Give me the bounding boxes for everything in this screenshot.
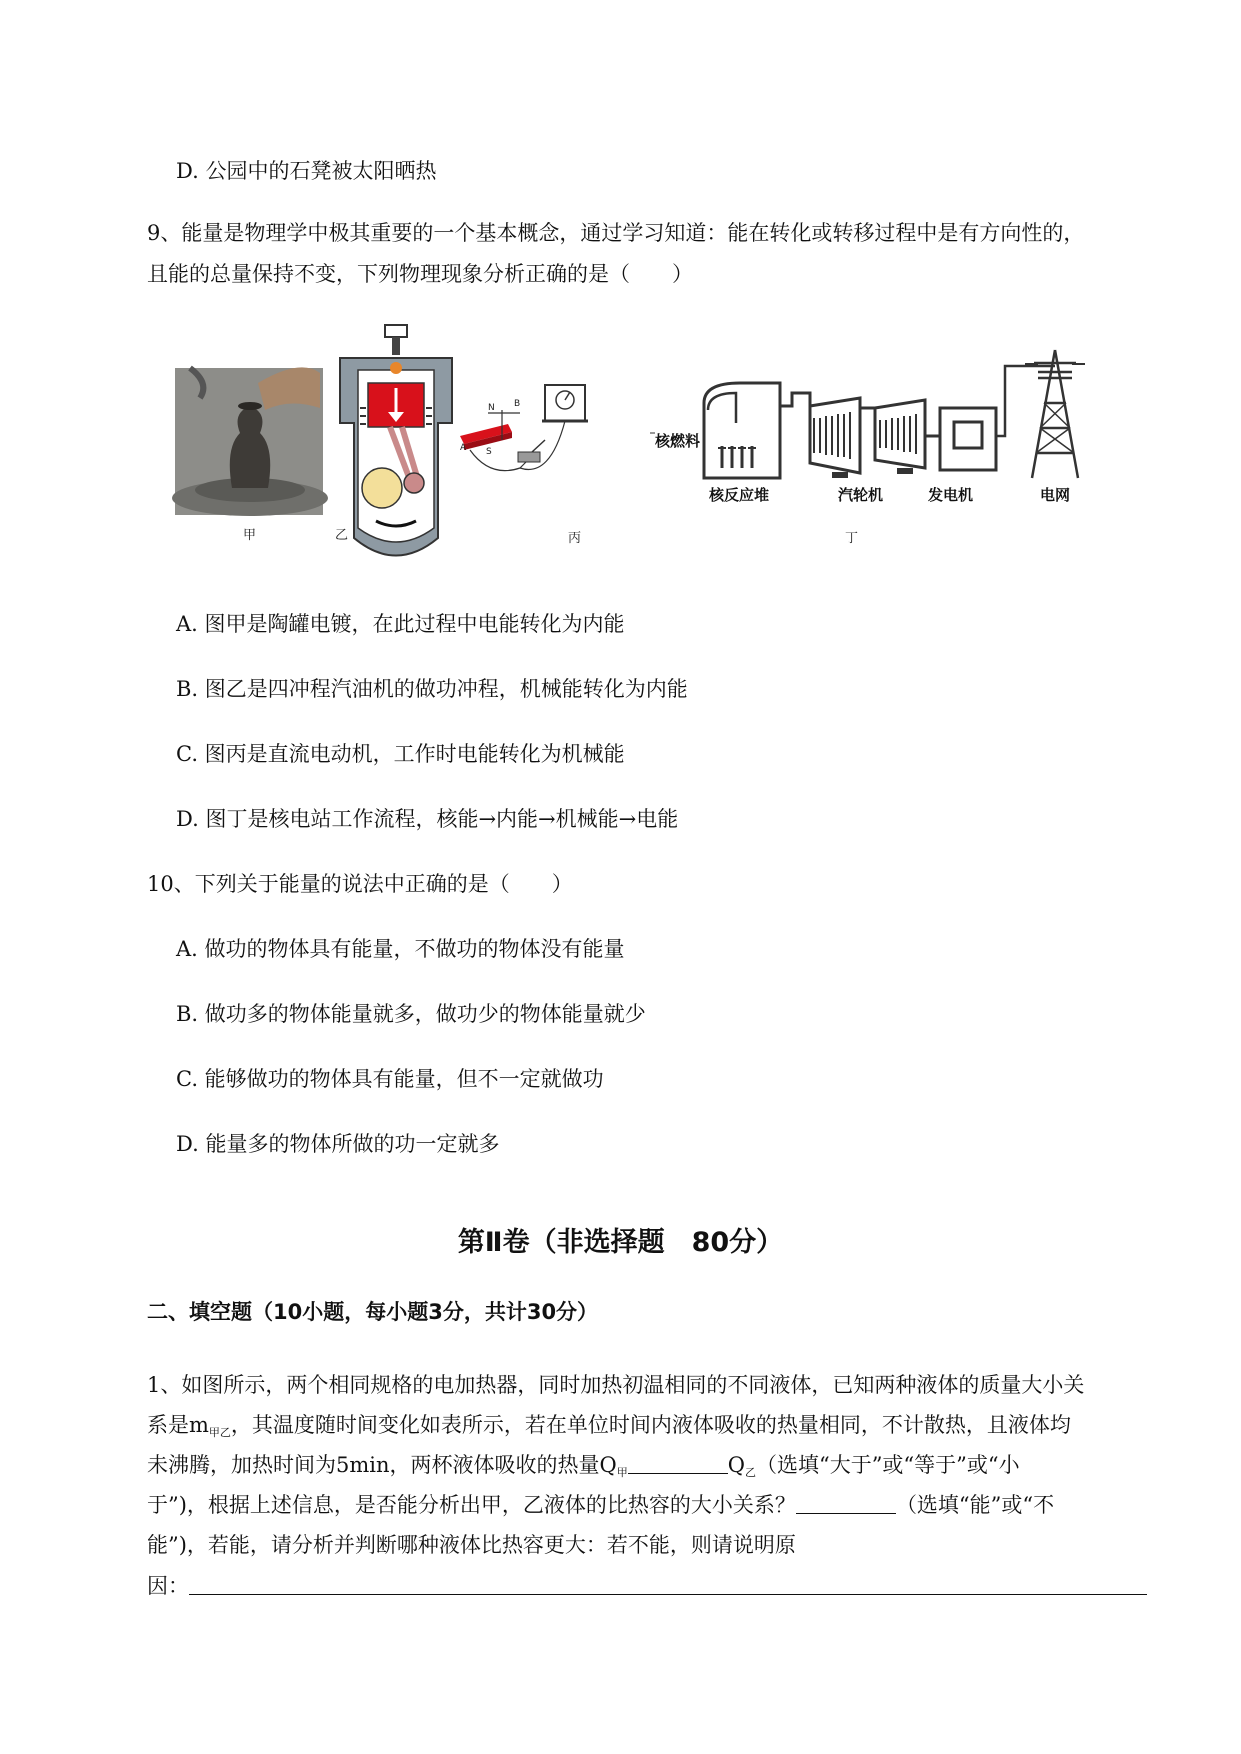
caption-ding: 丁 bbox=[845, 531, 859, 546]
figure-ding-nuclear-plant bbox=[650, 350, 1085, 504]
q9-figure bbox=[170, 328, 1071, 560]
answer-blank-heat[interactable] bbox=[628, 1451, 728, 1474]
label-fuel: 核燃料 bbox=[655, 432, 701, 450]
q10-option-a: A. 做功的物体具有能量，不做功的物体没有能量 bbox=[176, 937, 625, 961]
fill1-line6: 因： bbox=[147, 1571, 1147, 1601]
caption-bing: 丙 bbox=[568, 531, 582, 546]
section-title: 第Ⅱ卷（非选择题 80分） bbox=[457, 1227, 784, 1258]
label-generator: 发电机 bbox=[928, 486, 974, 504]
q9-stem-line2: 且能的总量保持不变，下列物理现象分析正确的是（ ） bbox=[147, 262, 693, 286]
fill1-line2: 系是$m_{甲乙}$，其温度随时间变化如表所示，若在单位时间内液体吸收的热量相同，不计散热，且液体均 bbox=[147, 1413, 1071, 1439]
q9-stem-line1: 9、能量是物理学中极其重要的一个基本概念，通过学习知道：能在转化或转移过程中是有方向性的， bbox=[147, 221, 1085, 245]
label-s: S bbox=[486, 447, 492, 457]
q10-option-d: D. 能量多的物体所做的功一定就多 bbox=[176, 1132, 500, 1156]
q9-option-c: C. 图丙是直流电动机，工作时电能转化为机械能 bbox=[176, 742, 625, 766]
q10-option-c: C. 能够做功的物体具有能量，但不一定就做功 bbox=[176, 1067, 604, 1091]
figure-bing-motor bbox=[460, 385, 588, 471]
label-grid: 电网 bbox=[1040, 486, 1071, 504]
label-b: B bbox=[514, 399, 521, 409]
q9-option-d: D. 图丁是核电站工作流程，核能→内能→机械能→电能 bbox=[176, 807, 679, 831]
subscript-jia-yi: 甲乙 bbox=[208, 1426, 231, 1439]
subscript-jia: 甲 bbox=[616, 1466, 628, 1479]
q8-option-d: D. 公园中的石凳被太阳晒热 bbox=[176, 159, 437, 183]
figure-jia-pottery-photo bbox=[172, 367, 328, 516]
caption-yi: 乙 bbox=[335, 528, 349, 543]
answer-blank-reason[interactable] bbox=[189, 1572, 1147, 1595]
label-reactor: 核反应堆 bbox=[709, 486, 770, 504]
answer-blank-specific-heat[interactable] bbox=[796, 1491, 896, 1514]
label-turbine: 汽轮机 bbox=[838, 486, 884, 504]
subscript-yi: 乙 bbox=[744, 1466, 756, 1479]
figure-yi-engine bbox=[340, 325, 452, 556]
label-a: A bbox=[460, 443, 467, 453]
q10-option-b: B. 做功多的物体能量就多，做功少的物体能量就少 bbox=[176, 1002, 646, 1026]
q9-option-b: B. 图乙是四冲程汽油机的做功冲程，机械能转化为内能 bbox=[176, 677, 688, 701]
label-n: N bbox=[488, 403, 495, 413]
fill1-line3: 未沸腾，加热时间为5min，两杯液体吸收的热量$Q_甲$ $Q_乙$（选填“大于”或“等于”或“小 bbox=[147, 1453, 1020, 1479]
caption-jia: 甲 bbox=[243, 528, 257, 543]
fill1-line1: 1、如图所示，两个相同规格的电加热器，同时加热初温相同的不同液体，已知两种液体的质量大小关 bbox=[147, 1373, 1085, 1397]
q10-stem: 10、下列关于能量的说法中正确的是（ ） bbox=[147, 872, 573, 896]
fill1-line5: 能”)，若能，请分析并判断哪种液体比热容更大：若不能，则请说明原 bbox=[147, 1533, 796, 1557]
q9-option-a: A. 图甲是陶罐电镀，在此过程中电能转化为内能 bbox=[176, 612, 625, 636]
section-subtitle: 二、填空题（10小题，每小题3分，共计30分） bbox=[147, 1300, 599, 1324]
fill1-line4: 于”)，根据上述信息，是否能分析出甲，乙液体的比热容的大小关系？ （选填“能”或“不 bbox=[147, 1493, 1055, 1517]
